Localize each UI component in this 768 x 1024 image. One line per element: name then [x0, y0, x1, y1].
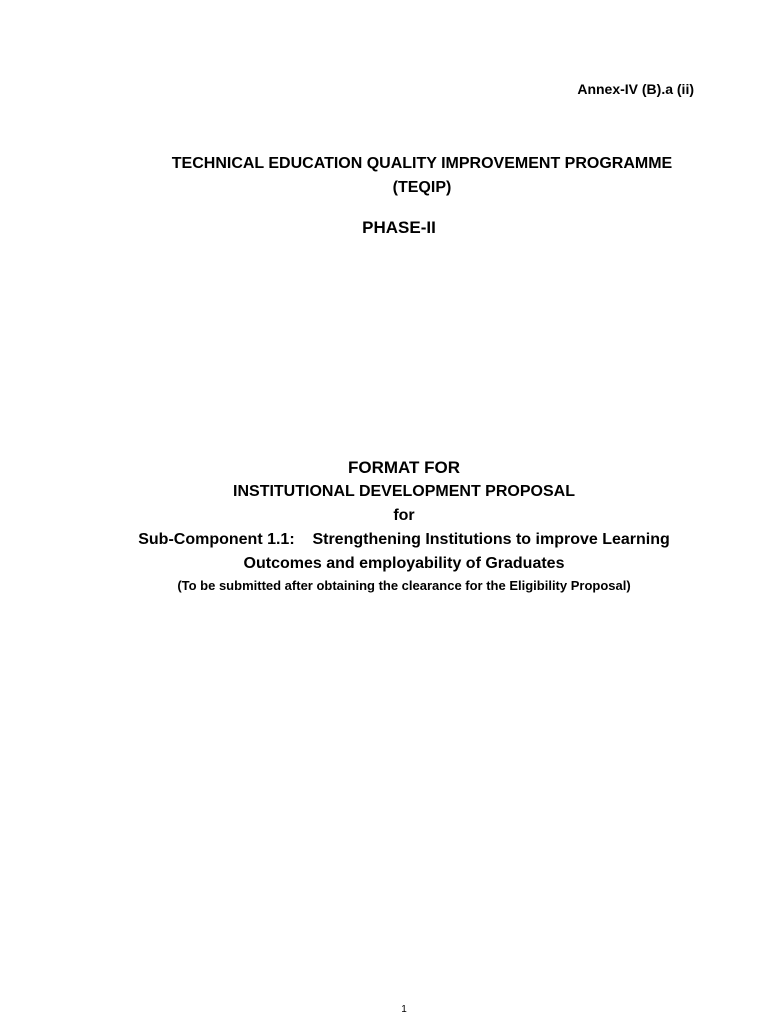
programme-title-block [38, 152, 768, 200]
sub-component-line-2: Outcomes and employability of Graduates [243, 555, 565, 572]
proposal-title: INSTITUTIONAL DEVELOPMENT PROPOSAL [233, 483, 575, 500]
programme-title: TECHNICAL EDUCATION QUALITY IMPROVEMENT PROGRAMME [171, 155, 673, 172]
phase-heading: PHASE-II [362, 218, 436, 237]
annex-label: Annex-IV (B).a (ii) [577, 81, 694, 97]
format-block [0, 456, 768, 596]
for-word: for [393, 507, 415, 524]
format-heading: FORMAT FOR [347, 458, 461, 477]
sub-component-line-1: Sub-Component 1.1: Strengthening Institutions to improve Learning [138, 531, 670, 548]
programme-abbrev: (TEQIP) [392, 179, 452, 196]
page-number: 1 [401, 1004, 407, 1015]
submission-note: (To be submitted after obtaining the clearance for the Eligibility Proposal) [177, 578, 631, 593]
